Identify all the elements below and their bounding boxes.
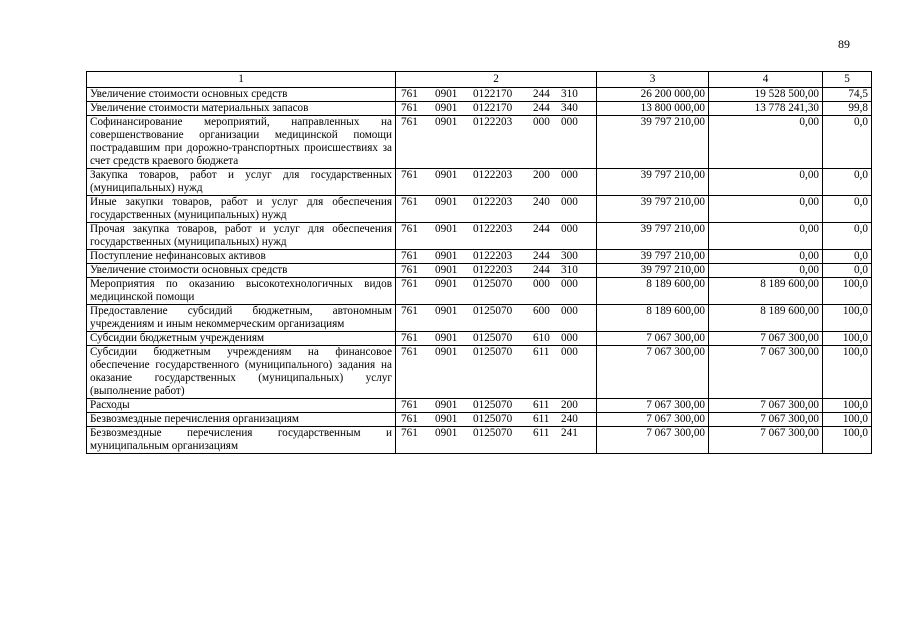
code-part-2: 0901 xyxy=(435,413,458,425)
code-part-3: 0122203 xyxy=(473,250,513,262)
code-part-5: 000 xyxy=(561,305,578,317)
row-percent: 100,0 xyxy=(823,413,872,427)
row-plan-value: 39 797 210,00 xyxy=(597,250,709,264)
code-part-5: 300 xyxy=(561,250,578,262)
row-actual-value: 0,00 xyxy=(709,196,823,223)
table-row xyxy=(87,305,872,332)
header-col-3: 3 xyxy=(597,72,709,88)
code-part-2: 0901 xyxy=(435,88,458,100)
code-part-4: 000 xyxy=(533,116,550,128)
code-part-1: 761 xyxy=(401,223,418,235)
code-part-3: 0122203 xyxy=(473,264,513,276)
table-row xyxy=(87,169,872,196)
code-part-3: 0125070 xyxy=(473,413,513,425)
code-part-2: 0901 xyxy=(435,399,458,411)
row-name: Увеличение стоимости материальных запасов xyxy=(87,102,396,116)
table-row xyxy=(87,278,872,305)
row-actual-value: 8 189 600,00 xyxy=(709,278,823,305)
code-part-3: 0122170 xyxy=(473,88,513,100)
code-part-2: 0901 xyxy=(435,250,458,262)
row-code xyxy=(396,102,597,116)
code-part-4: 244 xyxy=(533,223,550,235)
code-part-1: 761 xyxy=(401,427,418,439)
row-code xyxy=(396,427,597,454)
row-percent: 100,0 xyxy=(823,332,872,346)
code-part-3: 0122203 xyxy=(473,169,513,181)
code-part-3: 0125070 xyxy=(473,305,513,317)
row-plan-value: 7 067 300,00 xyxy=(597,427,709,454)
row-actual-value: 19 528 500,00 xyxy=(709,88,823,102)
row-name: Безвозмездные перечисления организациям xyxy=(87,413,396,427)
row-code xyxy=(396,278,597,305)
table-row xyxy=(87,427,872,454)
row-code xyxy=(396,305,597,332)
row-actual-value: 13 778 241,30 xyxy=(709,102,823,116)
row-name: Безвозмездные перечисления государственным и муниципальным организациям xyxy=(87,427,396,454)
code-part-2: 0901 xyxy=(435,427,458,439)
row-actual-value: 7 067 300,00 xyxy=(709,399,823,413)
code-part-4: 611 xyxy=(533,413,550,425)
row-name: Увеличение стоимости основных средств xyxy=(87,88,396,102)
code-part-4: 610 xyxy=(533,332,550,344)
row-plan-value: 8 189 600,00 xyxy=(597,305,709,332)
row-code xyxy=(396,264,597,278)
row-actual-value: 7 067 300,00 xyxy=(709,346,823,399)
code-part-4: 244 xyxy=(533,102,550,114)
row-actual-value: 0,00 xyxy=(709,250,823,264)
row-percent: 74,5 xyxy=(823,88,872,102)
code-part-4: 244 xyxy=(533,88,550,100)
code-part-5: 000 xyxy=(561,332,578,344)
row-percent: 99,8 xyxy=(823,102,872,116)
row-name: Расходы xyxy=(87,399,396,413)
row-actual-value: 8 189 600,00 xyxy=(709,305,823,332)
row-name: Увеличение стоимости основных средств xyxy=(87,264,396,278)
row-name: Поступление нефинансовых активов xyxy=(87,250,396,264)
row-code xyxy=(396,223,597,250)
header-col-4: 4 xyxy=(709,72,823,88)
table-row xyxy=(87,346,872,399)
row-plan-value: 7 067 300,00 xyxy=(597,346,709,399)
code-part-5: 200 xyxy=(561,399,578,411)
row-code xyxy=(396,413,597,427)
code-part-2: 0901 xyxy=(435,264,458,276)
table-row xyxy=(87,399,872,413)
code-part-3: 0125070 xyxy=(473,427,513,439)
row-actual-value: 0,00 xyxy=(709,116,823,169)
row-percent: 0,0 xyxy=(823,196,872,223)
table-row xyxy=(87,332,872,346)
code-part-2: 0901 xyxy=(435,196,458,208)
row-code xyxy=(396,250,597,264)
code-part-1: 761 xyxy=(401,169,418,181)
row-percent: 100,0 xyxy=(823,346,872,399)
code-part-2: 0901 xyxy=(435,116,458,128)
code-part-3: 0122203 xyxy=(473,116,513,128)
table-row xyxy=(87,413,872,427)
code-part-3: 0122203 xyxy=(473,223,513,235)
row-percent: 100,0 xyxy=(823,427,872,454)
row-percent: 0,0 xyxy=(823,223,872,250)
row-code xyxy=(396,196,597,223)
table-row xyxy=(87,223,872,250)
table-row xyxy=(87,196,872,223)
code-part-1: 761 xyxy=(401,305,418,317)
table-row xyxy=(87,116,872,169)
row-plan-value: 7 067 300,00 xyxy=(597,399,709,413)
row-code xyxy=(396,332,597,346)
page-number: 89 xyxy=(838,37,850,51)
code-part-1: 761 xyxy=(401,264,418,276)
row-plan-value: 8 189 600,00 xyxy=(597,278,709,305)
table-body xyxy=(87,88,872,454)
code-part-3: 0125070 xyxy=(473,278,513,290)
row-name: Иные закупки товаров, работ и услуг для обеспечения государственных (муниципальных) нужд xyxy=(87,196,396,223)
row-actual-value: 0,00 xyxy=(709,264,823,278)
code-part-1: 761 xyxy=(401,399,418,411)
row-name: Субсидии бюджетным учреждениям на финансовое обеспечение государственного (муниципального) задания на оказание государственных (муниципальных) услуг (выполнение работ) xyxy=(87,346,396,399)
code-part-1: 761 xyxy=(401,413,418,425)
code-part-5: 340 xyxy=(561,102,578,114)
row-actual-value: 7 067 300,00 xyxy=(709,332,823,346)
code-part-2: 0901 xyxy=(435,278,458,290)
row-percent: 0,0 xyxy=(823,264,872,278)
code-part-5: 310 xyxy=(561,88,578,100)
row-code xyxy=(396,399,597,413)
code-part-1: 761 xyxy=(401,102,418,114)
code-part-4: 611 xyxy=(533,399,550,411)
code-part-3: 0125070 xyxy=(473,346,513,358)
row-plan-value: 39 797 210,00 xyxy=(597,196,709,223)
code-part-3: 0122203 xyxy=(473,196,513,208)
row-name: Предоставление субсидий бюджетным, автономным учреждениям и иным некоммерческим организациям xyxy=(87,305,396,332)
code-part-2: 0901 xyxy=(435,332,458,344)
code-part-5: 000 xyxy=(561,196,578,208)
row-actual-value: 7 067 300,00 xyxy=(709,413,823,427)
code-part-1: 761 xyxy=(401,278,418,290)
code-part-1: 761 xyxy=(401,88,418,100)
row-percent: 100,0 xyxy=(823,399,872,413)
code-part-4: 244 xyxy=(533,250,550,262)
code-part-2: 0901 xyxy=(435,223,458,235)
code-part-1: 761 xyxy=(401,332,418,344)
code-part-1: 761 xyxy=(401,196,418,208)
code-part-3: 0122170 xyxy=(473,102,513,114)
row-name: Субсидии бюджетным учреждениям xyxy=(87,332,396,346)
header-col-1: 1 xyxy=(87,72,396,88)
row-code xyxy=(396,169,597,196)
code-part-5: 241 xyxy=(561,427,578,439)
code-part-4: 611 xyxy=(533,427,550,439)
code-part-3: 0125070 xyxy=(473,399,513,411)
code-part-1: 761 xyxy=(401,116,418,128)
row-plan-value: 7 067 300,00 xyxy=(597,413,709,427)
row-name: Закупка товаров, работ и услуг для государственных (муниципальных) нужд xyxy=(87,169,396,196)
code-part-3: 0125070 xyxy=(473,332,513,344)
row-name: Прочая закупка товаров, работ и услуг для обеспечения государственных (муниципальных) нужд xyxy=(87,223,396,250)
row-plan-value: 39 797 210,00 xyxy=(597,223,709,250)
row-percent: 100,0 xyxy=(823,305,872,332)
header-row xyxy=(87,72,872,88)
table-row xyxy=(87,102,872,116)
row-plan-value: 26 200 000,00 xyxy=(597,88,709,102)
code-part-5: 000 xyxy=(561,116,578,128)
code-part-4: 240 xyxy=(533,196,550,208)
row-percent: 0,0 xyxy=(823,169,872,196)
table-row xyxy=(87,250,872,264)
code-part-2: 0901 xyxy=(435,305,458,317)
row-actual-value: 7 067 300,00 xyxy=(709,427,823,454)
header-col-2: 2 xyxy=(396,72,597,88)
code-part-1: 761 xyxy=(401,346,418,358)
table-row xyxy=(87,264,872,278)
code-part-5: 000 xyxy=(561,278,578,290)
table-row xyxy=(87,88,872,102)
code-part-5: 240 xyxy=(561,413,578,425)
code-part-2: 0901 xyxy=(435,346,458,358)
code-part-2: 0901 xyxy=(435,169,458,181)
row-actual-value: 0,00 xyxy=(709,169,823,196)
code-part-2: 0901 xyxy=(435,102,458,114)
row-code xyxy=(396,88,597,102)
code-part-5: 310 xyxy=(561,264,578,276)
code-part-4: 200 xyxy=(533,169,550,181)
row-code xyxy=(396,346,597,399)
code-part-4: 000 xyxy=(533,278,550,290)
code-part-4: 611 xyxy=(533,346,550,358)
row-code xyxy=(396,116,597,169)
code-part-1: 761 xyxy=(401,250,418,262)
row-name: Мероприятия по оказанию высокотехнологичных видов медицинской помощи xyxy=(87,278,396,305)
code-part-4: 600 xyxy=(533,305,550,317)
code-part-5: 000 xyxy=(561,169,578,181)
row-percent: 0,0 xyxy=(823,116,872,169)
row-actual-value: 0,00 xyxy=(709,223,823,250)
row-name: Софинансирование мероприятий, направленных на совершенствование организации медицинской помощи пострадавшим при дорожно-транспортных происшествиях за счет средств краевого бюджета xyxy=(87,116,396,169)
row-plan-value: 39 797 210,00 xyxy=(597,169,709,196)
row-percent: 0,0 xyxy=(823,250,872,264)
code-part-5: 000 xyxy=(561,346,578,358)
row-plan-value: 39 797 210,00 xyxy=(597,264,709,278)
row-plan-value: 7 067 300,00 xyxy=(597,332,709,346)
budget-table xyxy=(86,71,872,454)
row-plan-value: 39 797 210,00 xyxy=(597,116,709,169)
code-part-4: 244 xyxy=(533,264,550,276)
row-plan-value: 13 800 000,00 xyxy=(597,102,709,116)
code-part-5: 000 xyxy=(561,223,578,235)
row-percent: 100,0 xyxy=(823,278,872,305)
header-col-5: 5 xyxy=(823,72,872,88)
